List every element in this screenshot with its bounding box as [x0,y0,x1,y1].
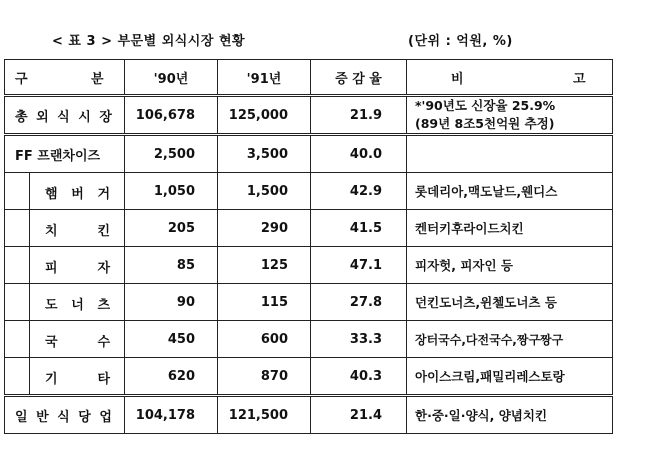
row-label [5,173,125,210]
cell-1990: 2,500 [125,135,218,173]
cell-1990: 620 [125,358,218,396]
row-label: 총 외 식 시 장 [5,96,125,135]
row-label [5,247,125,284]
row-label [5,210,125,247]
row-label: 일 반 식 당 업 [5,396,125,434]
unit-note: (단위 : 억원, %) [408,34,513,49]
label-char: 피 [45,261,58,276]
label-char: 도 [45,298,58,313]
cell-change: 33.3 [311,321,407,358]
cell-remark: 한·중·일·양식, 양념치킨 [407,396,613,434]
label-char: 너 [71,298,84,313]
cell-1990: 106,678 [125,96,218,135]
label-char: 버 [71,187,84,202]
cell-change: 41.5 [311,210,407,247]
header-remarks [407,60,613,96]
market-table [4,59,613,434]
header-row [5,60,613,96]
label-char: 타 [97,372,110,387]
table-row [5,396,613,434]
header-category-1: 구 [15,72,28,87]
cell-change: 42.9 [311,173,407,210]
label-char: 수 [97,335,110,350]
cell-remark: 장터국수,다전국수,짱구짱구 [407,321,613,358]
table-row [5,135,613,173]
cell-1990: 1,050 [125,173,218,210]
cell-change: 40.0 [311,135,407,173]
row-label [5,284,125,321]
label-char: 자 [97,261,110,276]
cell-1990: 450 [125,321,218,358]
table-row [5,284,613,321]
cell-change: 21.4 [311,396,407,434]
cell-remark: 피자헛, 피자인 등 [407,247,613,284]
table-row [5,358,613,396]
header-remarks-1: 비 [451,72,464,87]
table-row [5,321,613,358]
cell-1991: 125 [218,247,311,284]
label-char: 국 [45,335,58,350]
cell-change: 47.1 [311,247,407,284]
label-char: 햄 [45,187,58,202]
cell-1991: 1,500 [218,173,311,210]
header-1990: '90년 [125,60,218,96]
table-row [5,173,613,210]
header-category [5,60,125,96]
cell-remark: 던킨도너츠,윈첼도너츠 등 [407,284,613,321]
cell-1991: 121,500 [218,396,311,434]
label-char: 기 [45,372,58,387]
cell-1991: 870 [218,358,311,396]
table-row [5,247,613,284]
row-label: FF 프랜차이즈 [5,135,125,173]
label-char: 치 [45,224,58,239]
cell-1991: 125,000 [218,96,311,135]
cell-1990: 85 [125,247,218,284]
row-label [5,321,125,358]
header-remarks-2: 고 [573,72,586,87]
header-category-2: 분 [91,72,104,87]
remark-line-2: (89년 8조5천억원 추정) [415,116,555,131]
cell-1991: 600 [218,321,311,358]
cell-change: 27.8 [311,284,407,321]
cell-1990: 205 [125,210,218,247]
table-row [5,96,613,135]
header-1991: '91년 [218,60,311,96]
cell-1990: 104,178 [125,396,218,434]
cell-1991: 115 [218,284,311,321]
remark-line-1: *'90년도 신장율 25.9% [415,98,556,113]
cell-remark: 켄터키후라이드치킨 [407,210,613,247]
table-title: < 표 3 > 부문별 외식시장 현황 [52,34,246,49]
label-char: 거 [97,187,110,202]
table-caption [0,30,654,52]
cell-remark [407,135,613,173]
cell-1991: 3,500 [218,135,311,173]
label-char: 킨 [97,224,110,239]
cell-remark: 롯데리아,맥도날드,웬디스 [407,173,613,210]
cell-1990: 90 [125,284,218,321]
cell-1991: 290 [218,210,311,247]
cell-remark [407,96,613,135]
row-label [5,358,125,396]
cell-remark: 아이스크림,패밀리레스토랑 [407,358,613,396]
label-char: 츠 [97,298,110,313]
cell-change: 40.3 [311,358,407,396]
table-row [5,210,613,247]
header-change-rate: 증 감 율 [311,60,407,96]
cell-change: 21.9 [311,96,407,135]
